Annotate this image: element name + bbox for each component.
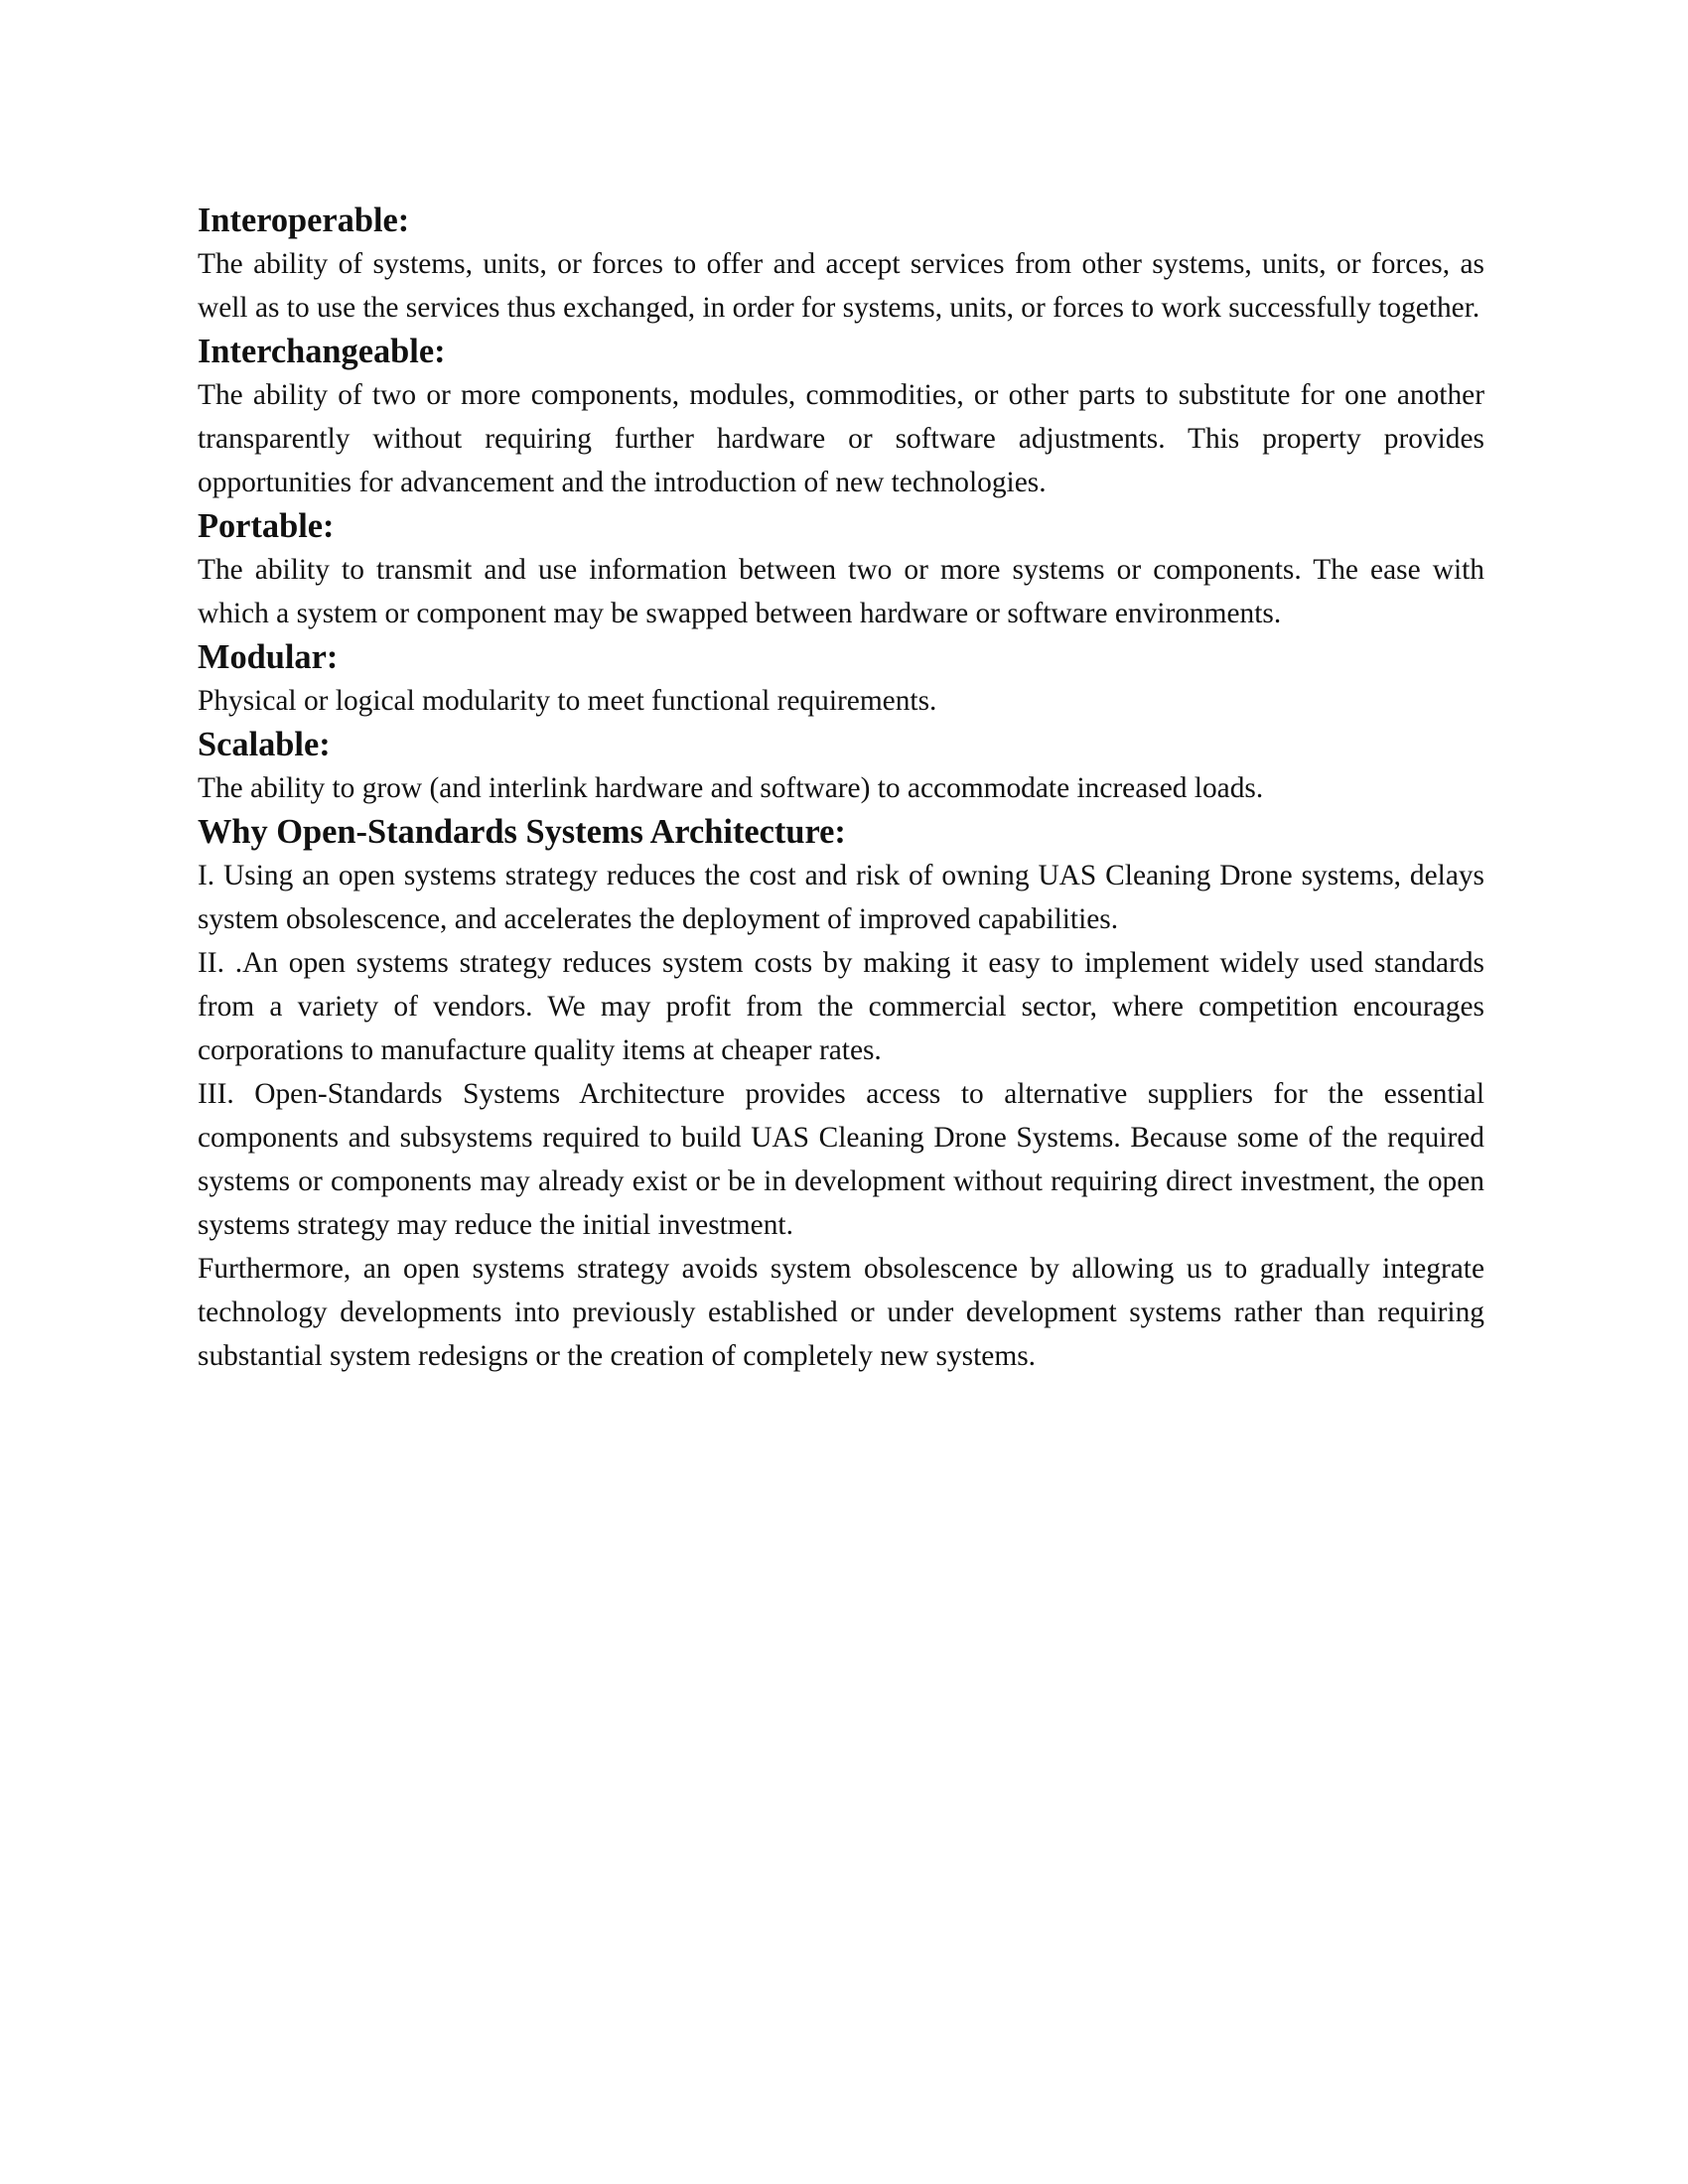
heading-interchangeable: Interchangeable: [198, 333, 446, 370]
heading-interoperable: Interoperable: [198, 202, 410, 239]
paragraph-point-i: I. Using an open systems strategy reduces the cost and risk of owning UAS Cleaning Drone systems, delays system obsolescence, and accelerates the deployment of improved capabilities. [198, 860, 1484, 935]
paragraph-interchangeable: The ability of two or more components, modules, commodities, or other parts to substitute for one another transparently without requiring further hardware or software adjustments. This property provides opportunities for advancement and the introduction of new technologies. [198, 379, 1484, 498]
heading-scalable: Scalable: [198, 726, 331, 763]
paragraph-portable: The ability to transmit and use information between two or more systems or components. The ease with which a system or component may be swapped between hardware or software environments. [198, 554, 1484, 629]
paragraph-scalable: The ability to grow (and interlink hardware and software) to accommodate increased loads. [198, 772, 1264, 804]
paragraph-modular: Physical or logical modularity to meet functional requirements. [198, 685, 937, 717]
paragraph-interoperable: The ability of systems, units, or forces to offer and accept services from other systems, units, or forces, as well as to use the services thus exchanged, in order for systems, units, or forces to work successfully together. [198, 248, 1484, 324]
heading-modular: Modular: [198, 638, 339, 676]
heading-why-open-standards: Why Open-Standards Systems Architecture: [198, 813, 846, 851]
paragraph-point-iii: III. Open-Standards Systems Architecture provides access to alternative suppliers for the essential components and subsystems required to build UAS Cleaning Drone Systems. Because some of the required systems or components may already exist or be in development without requiring direct investment, the open systems strategy may reduce the initial investment. [198, 1078, 1484, 1241]
paragraph-furthermore: Furthermore, an open systems strategy avoids system obsolescence by allowing us to gradually integrate technology developments into previously established or under development systems rather than requiring substantial system redesigns or the creation of completely new systems. [198, 1253, 1484, 1372]
paragraph-point-ii: II. .An open systems strategy reduces system costs by making it easy to implement widely used standards from a variety of vendors. We may profit from the commercial sector, where competition encourages corporations to manufacture quality items at cheaper rates. [198, 947, 1484, 1066]
heading-portable: Portable: [198, 507, 335, 545]
document-page [198, 199, 1484, 1378]
